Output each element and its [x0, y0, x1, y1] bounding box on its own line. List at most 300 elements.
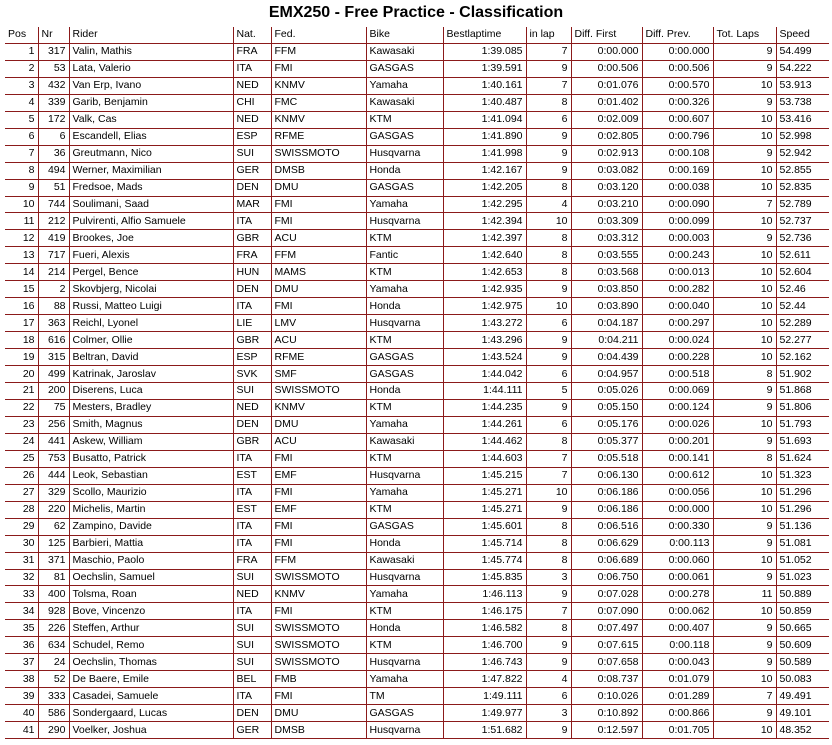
cell-bike: Honda: [366, 535, 443, 552]
cell-bike: Yamaha: [366, 196, 443, 213]
cell-fed: SWISSMOTO: [271, 654, 366, 671]
cell-tot-laps: 9: [713, 654, 776, 671]
cell-bike: Yamaha: [366, 281, 443, 298]
table-row: [5, 586, 829, 603]
cell-rider: Askew, William: [69, 433, 233, 450]
column-header-speed: Speed: [776, 27, 829, 43]
cell-in-lap: 8: [526, 247, 571, 264]
table-row: [5, 654, 829, 671]
cell-bestlaptime: 1:42.394: [443, 213, 526, 230]
cell-pos: 27: [5, 484, 38, 501]
cell-nat: DEN: [233, 179, 271, 196]
cell-bike: Kawasaki: [366, 433, 443, 450]
cell-diff-prev: 0:00.243: [642, 247, 713, 264]
cell-rider: Casadei, Samuele: [69, 688, 233, 705]
table-row: [5, 366, 829, 383]
cell-in-lap: 8: [526, 230, 571, 247]
cell-in-lap: 10: [526, 213, 571, 230]
cell-bike: Honda: [366, 298, 443, 315]
cell-diff-prev: 0:00.062: [642, 603, 713, 620]
cell-rider: Bove, Vincenzo: [69, 603, 233, 620]
cell-bike: KTM: [366, 603, 443, 620]
cell-speed: 52.998: [776, 128, 829, 145]
cell-fed: LMV: [271, 315, 366, 332]
cell-bestlaptime: 1:39.085: [443, 43, 526, 60]
cell-bestlaptime: 1:46.113: [443, 586, 526, 603]
cell-nr: 744: [38, 196, 69, 213]
cell-rider: Steffen, Arthur: [69, 620, 233, 637]
cell-speed: 54.222: [776, 60, 829, 77]
cell-pos: 30: [5, 535, 38, 552]
cell-in-lap: 10: [526, 298, 571, 315]
cell-speed: 49.101: [776, 705, 829, 722]
cell-tot-laps: 10: [713, 213, 776, 230]
cell-in-lap: 6: [526, 315, 571, 332]
cell-pos: 24: [5, 433, 38, 450]
column-header-bestlaptime: Bestlaptime: [443, 27, 526, 43]
cell-diff-first: 0:04.211: [571, 332, 642, 349]
cell-pos: 39: [5, 688, 38, 705]
cell-diff-prev: 0:00.506: [642, 60, 713, 77]
cell-nr: 172: [38, 111, 69, 128]
cell-nat: DEN: [233, 416, 271, 433]
cell-speed: 52.942: [776, 145, 829, 162]
cell-nat: DEN: [233, 705, 271, 722]
cell-speed: 50.589: [776, 654, 829, 671]
table-row: [5, 705, 829, 722]
cell-in-lap: 6: [526, 366, 571, 383]
cell-diff-first: 0:06.186: [571, 484, 642, 501]
cell-bike: GASGAS: [366, 60, 443, 77]
cell-nr: 88: [38, 298, 69, 315]
cell-in-lap: 8: [526, 94, 571, 111]
table-row: [5, 145, 829, 162]
cell-diff-prev: 0:00.326: [642, 94, 713, 111]
cell-pos: 40: [5, 705, 38, 722]
cell-nat: GBR: [233, 433, 271, 450]
cell-nat: ITA: [233, 213, 271, 230]
cell-speed: 52.611: [776, 247, 829, 264]
cell-rider: Skovbjerg, Nicolai: [69, 281, 233, 298]
cell-diff-first: 0:06.689: [571, 552, 642, 569]
cell-bestlaptime: 1:45.271: [443, 484, 526, 501]
cell-bike: KTM: [366, 332, 443, 349]
cell-tot-laps: 10: [713, 552, 776, 569]
cell-pos: 28: [5, 501, 38, 518]
cell-nr: 6: [38, 128, 69, 145]
cell-bike: Fantic: [366, 247, 443, 264]
cell-bike: Husqvarna: [366, 467, 443, 484]
cell-rider: Schudel, Remo: [69, 637, 233, 654]
cell-tot-laps: 10: [713, 315, 776, 332]
cell-tot-laps: 10: [713, 467, 776, 484]
cell-in-lap: 4: [526, 671, 571, 688]
cell-bike: Husqvarna: [366, 569, 443, 586]
cell-speed: 51.023: [776, 569, 829, 586]
cell-tot-laps: 9: [713, 43, 776, 60]
cell-diff-prev: 0:01.705: [642, 722, 713, 739]
cell-pos: 32: [5, 569, 38, 586]
cell-diff-prev: 0:00.796: [642, 128, 713, 145]
cell-diff-prev: 0:00.024: [642, 332, 713, 349]
cell-bestlaptime: 1:44.235: [443, 399, 526, 416]
cell-fed: SWISSMOTO: [271, 620, 366, 637]
cell-nat: ESP: [233, 128, 271, 145]
cell-nr: 333: [38, 688, 69, 705]
cell-tot-laps: 10: [713, 247, 776, 264]
cell-in-lap: 9: [526, 349, 571, 366]
cell-pos: 23: [5, 416, 38, 433]
cell-diff-prev: 0:00.003: [642, 230, 713, 247]
cell-nr: 717: [38, 247, 69, 264]
cell-bestlaptime: 1:41.998: [443, 145, 526, 162]
cell-speed: 52.289: [776, 315, 829, 332]
cell-nr: 81: [38, 569, 69, 586]
cell-tot-laps: 7: [713, 196, 776, 213]
cell-speed: 52.737: [776, 213, 829, 230]
cell-bestlaptime: 1:42.167: [443, 162, 526, 179]
cell-diff-prev: 0:00.061: [642, 569, 713, 586]
cell-in-lap: 8: [526, 535, 571, 552]
cell-fed: FMC: [271, 94, 366, 111]
cell-bestlaptime: 1:45.714: [443, 535, 526, 552]
cell-pos: 6: [5, 128, 38, 145]
cell-speed: 51.693: [776, 433, 829, 450]
cell-tot-laps: 9: [713, 145, 776, 162]
cell-diff-first: 0:05.377: [571, 433, 642, 450]
cell-diff-first: 0:03.309: [571, 213, 642, 230]
cell-pos: 9: [5, 179, 38, 196]
cell-bike: KTM: [366, 501, 443, 518]
cell-nr: 75: [38, 399, 69, 416]
cell-pos: 3: [5, 77, 38, 94]
cell-speed: 52.46: [776, 281, 829, 298]
cell-fed: FMI: [271, 535, 366, 552]
cell-nr: 212: [38, 213, 69, 230]
cell-speed: 51.902: [776, 366, 829, 383]
cell-pos: 31: [5, 552, 38, 569]
cell-bestlaptime: 1:42.205: [443, 179, 526, 196]
cell-bestlaptime: 1:45.835: [443, 569, 526, 586]
table-row: [5, 162, 829, 179]
cell-in-lap: 4: [526, 196, 571, 213]
cell-bestlaptime: 1:45.271: [443, 501, 526, 518]
cell-pos: 34: [5, 603, 38, 620]
cell-fed: KNMV: [271, 399, 366, 416]
cell-speed: 51.296: [776, 501, 829, 518]
column-header-nat: Nat.: [233, 27, 271, 43]
cell-in-lap: 10: [526, 484, 571, 501]
cell-fed: FMI: [271, 60, 366, 77]
cell-speed: 51.323: [776, 467, 829, 484]
table-row: [5, 60, 829, 77]
cell-bike: Kawasaki: [366, 552, 443, 569]
cell-nr: 53: [38, 60, 69, 77]
cell-bestlaptime: 1:46.700: [443, 637, 526, 654]
column-header-diff-prev: Diff. Prev.: [642, 27, 713, 43]
cell-in-lap: 9: [526, 722, 571, 739]
cell-fed: DMU: [271, 281, 366, 298]
cell-diff-first: 0:02.009: [571, 111, 642, 128]
cell-in-lap: 9: [526, 637, 571, 654]
table-row: [5, 111, 829, 128]
cell-fed: KNMV: [271, 586, 366, 603]
cell-pos: 4: [5, 94, 38, 111]
cell-pos: 15: [5, 281, 38, 298]
cell-fed: FMI: [271, 213, 366, 230]
cell-bike: Kawasaki: [366, 43, 443, 60]
cell-bestlaptime: 1:45.215: [443, 467, 526, 484]
cell-bike: Yamaha: [366, 416, 443, 433]
cell-bike: Yamaha: [366, 484, 443, 501]
cell-fed: KNMV: [271, 111, 366, 128]
cell-bestlaptime: 1:39.591: [443, 60, 526, 77]
cell-nr: 256: [38, 416, 69, 433]
table-row: [5, 467, 829, 484]
cell-diff-first: 0:05.518: [571, 450, 642, 467]
cell-diff-first: 0:03.120: [571, 179, 642, 196]
cell-bike: TM: [366, 688, 443, 705]
cell-tot-laps: 10: [713, 484, 776, 501]
cell-bestlaptime: 1:41.890: [443, 128, 526, 145]
cell-speed: 51.052: [776, 552, 829, 569]
cell-nat: HUN: [233, 264, 271, 281]
cell-in-lap: 6: [526, 688, 571, 705]
cell-rider: Pergel, Bence: [69, 264, 233, 281]
cell-fed: SWISSMOTO: [271, 637, 366, 654]
cell-nat: NED: [233, 111, 271, 128]
cell-bike: Husqvarna: [366, 145, 443, 162]
cell-fed: FMI: [271, 518, 366, 535]
cell-bike: KTM: [366, 637, 443, 654]
cell-fed: DMU: [271, 416, 366, 433]
cell-bike: KTM: [366, 399, 443, 416]
cell-fed: ACU: [271, 433, 366, 450]
cell-tot-laps: 9: [713, 518, 776, 535]
table-row: [5, 281, 829, 298]
column-header-in-lap: in lap: [526, 27, 571, 43]
cell-fed: DMSB: [271, 722, 366, 739]
cell-rider: Fueri, Alexis: [69, 247, 233, 264]
cell-bike: GASGAS: [366, 128, 443, 145]
cell-diff-first: 0:06.130: [571, 467, 642, 484]
cell-speed: 51.806: [776, 399, 829, 416]
cell-bike: Husqvarna: [366, 722, 443, 739]
cell-nr: 315: [38, 349, 69, 366]
cell-diff-first: 0:10.026: [571, 688, 642, 705]
cell-fed: FMI: [271, 484, 366, 501]
cell-bestlaptime: 1:42.935: [443, 281, 526, 298]
cell-diff-prev: 0:00.330: [642, 518, 713, 535]
cell-tot-laps: 9: [713, 94, 776, 111]
cell-bestlaptime: 1:49.111: [443, 688, 526, 705]
cell-bestlaptime: 1:42.653: [443, 264, 526, 281]
cell-rider: Valin, Mathis: [69, 43, 233, 60]
cell-bike: GASGAS: [366, 518, 443, 535]
table-row: [5, 501, 829, 518]
cell-in-lap: 9: [526, 654, 571, 671]
cell-nr: 2: [38, 281, 69, 298]
cell-pos: 20: [5, 366, 38, 383]
cell-bike: Yamaha: [366, 586, 443, 603]
cell-bestlaptime: 1:44.462: [443, 433, 526, 450]
page-title: EMX250 - Free Practice - Classification: [268, 4, 564, 21]
cell-tot-laps: 10: [713, 349, 776, 366]
cell-in-lap: 8: [526, 620, 571, 637]
cell-in-lap: 6: [526, 111, 571, 128]
cell-tot-laps: 10: [713, 264, 776, 281]
cell-pos: 35: [5, 620, 38, 637]
column-header-fed: Fed.: [271, 27, 366, 43]
cell-diff-prev: 0:00.113: [642, 535, 713, 552]
cell-rider: Lata, Valerio: [69, 60, 233, 77]
cell-nat: SUI: [233, 637, 271, 654]
cell-tot-laps: 9: [713, 399, 776, 416]
table-row: [5, 603, 829, 620]
cell-speed: 53.913: [776, 77, 829, 94]
cell-rider: Voelker, Joshua: [69, 722, 233, 739]
cell-bestlaptime: 1:42.397: [443, 230, 526, 247]
cell-bestlaptime: 1:43.272: [443, 315, 526, 332]
cell-diff-prev: 0:00.040: [642, 298, 713, 315]
cell-diff-first: 0:02.913: [571, 145, 642, 162]
column-header-pos: Pos: [5, 27, 38, 43]
cell-in-lap: 8: [526, 518, 571, 535]
cell-nat: EST: [233, 501, 271, 518]
cell-rider: Garib, Benjamin: [69, 94, 233, 111]
cell-tot-laps: 10: [713, 671, 776, 688]
table-row: [5, 535, 829, 552]
cell-tot-laps: 10: [713, 162, 776, 179]
cell-diff-first: 0:05.026: [571, 383, 642, 400]
cell-nr: 419: [38, 230, 69, 247]
cell-pos: 41: [5, 722, 38, 739]
cell-diff-prev: 0:00.108: [642, 145, 713, 162]
cell-speed: 52.789: [776, 196, 829, 213]
cell-bestlaptime: 1:44.603: [443, 450, 526, 467]
cell-diff-prev: 0:00.570: [642, 77, 713, 94]
cell-bestlaptime: 1:45.601: [443, 518, 526, 535]
cell-speed: 50.609: [776, 637, 829, 654]
cell-bestlaptime: 1:46.743: [443, 654, 526, 671]
column-header-bike: Bike: [366, 27, 443, 43]
cell-fed: FFM: [271, 43, 366, 60]
cell-rider: Smith, Magnus: [69, 416, 233, 433]
cell-fed: FMI: [271, 603, 366, 620]
cell-nr: 928: [38, 603, 69, 620]
table-row: [5, 620, 829, 637]
cell-speed: 52.736: [776, 230, 829, 247]
cell-diff-prev: 0:00.866: [642, 705, 713, 722]
cell-nr: 51: [38, 179, 69, 196]
table-row: [5, 450, 829, 467]
cell-nat: ITA: [233, 450, 271, 467]
cell-rider: Greutmann, Nico: [69, 145, 233, 162]
cell-bike: GASGAS: [366, 349, 443, 366]
cell-rider: Beltran, David: [69, 349, 233, 366]
cell-diff-prev: 0:00.169: [642, 162, 713, 179]
cell-rider: Sondergaard, Lucas: [69, 705, 233, 722]
cell-speed: 50.859: [776, 603, 829, 620]
cell-tot-laps: 9: [713, 230, 776, 247]
cell-diff-prev: 0:00.060: [642, 552, 713, 569]
cell-bike: KTM: [366, 450, 443, 467]
cell-tot-laps: 10: [713, 111, 776, 128]
cell-nat: ITA: [233, 298, 271, 315]
cell-nr: 290: [38, 722, 69, 739]
cell-in-lap: 8: [526, 264, 571, 281]
cell-fed: ACU: [271, 332, 366, 349]
cell-speed: 53.738: [776, 94, 829, 111]
cell-bike: GASGAS: [366, 366, 443, 383]
cell-diff-prev: 0:00.099: [642, 213, 713, 230]
cell-speed: 53.416: [776, 111, 829, 128]
cell-fed: FMI: [271, 196, 366, 213]
cell-bike: KTM: [366, 264, 443, 281]
cell-rider: Brookes, Joe: [69, 230, 233, 247]
column-header-diff-first: Diff. First: [571, 27, 642, 43]
cell-bestlaptime: 1:40.161: [443, 77, 526, 94]
cell-diff-first: 0:07.028: [571, 586, 642, 603]
cell-speed: 52.604: [776, 264, 829, 281]
cell-diff-prev: 0:00.069: [642, 383, 713, 400]
cell-diff-first: 0:03.568: [571, 264, 642, 281]
cell-nat: NED: [233, 77, 271, 94]
cell-in-lap: 9: [526, 332, 571, 349]
cell-in-lap: 9: [526, 145, 571, 162]
cell-bestlaptime: 1:42.640: [443, 247, 526, 264]
cell-nr: 616: [38, 332, 69, 349]
cell-diff-prev: 0:00.090: [642, 196, 713, 213]
cell-diff-first: 0:05.150: [571, 399, 642, 416]
cell-fed: EMF: [271, 467, 366, 484]
cell-diff-prev: 0:00.282: [642, 281, 713, 298]
cell-diff-prev: 0:00.124: [642, 399, 713, 416]
table-row: [5, 569, 829, 586]
cell-rider: Scollo, Maurizio: [69, 484, 233, 501]
cell-bike: Husqvarna: [366, 213, 443, 230]
table-row: [5, 416, 829, 433]
cell-diff-prev: 0:00.141: [642, 450, 713, 467]
cell-nat: ITA: [233, 603, 271, 620]
cell-nr: 753: [38, 450, 69, 467]
cell-pos: 11: [5, 213, 38, 230]
cell-nr: 363: [38, 315, 69, 332]
cell-pos: 26: [5, 467, 38, 484]
cell-diff-first: 0:03.312: [571, 230, 642, 247]
cell-diff-first: 0:03.890: [571, 298, 642, 315]
cell-diff-first: 0:00.506: [571, 60, 642, 77]
cell-fed: KNMV: [271, 77, 366, 94]
cell-speed: 48.352: [776, 722, 829, 739]
cell-pos: 33: [5, 586, 38, 603]
table-row: [5, 298, 829, 315]
cell-rider: Escandell, Elias: [69, 128, 233, 145]
cell-pos: 17: [5, 315, 38, 332]
cell-rider: Soulimani, Saad: [69, 196, 233, 213]
column-header-rider: Rider: [69, 27, 233, 43]
cell-pos: 16: [5, 298, 38, 315]
cell-tot-laps: 7: [713, 688, 776, 705]
cell-bestlaptime: 1:47.822: [443, 671, 526, 688]
cell-diff-prev: 0:00.038: [642, 179, 713, 196]
cell-nat: SUI: [233, 620, 271, 637]
cell-bestlaptime: 1:42.975: [443, 298, 526, 315]
cell-nat: FRA: [233, 43, 271, 60]
cell-bestlaptime: 1:43.524: [443, 349, 526, 366]
cell-nr: 329: [38, 484, 69, 501]
cell-diff-prev: 0:00.278: [642, 586, 713, 603]
